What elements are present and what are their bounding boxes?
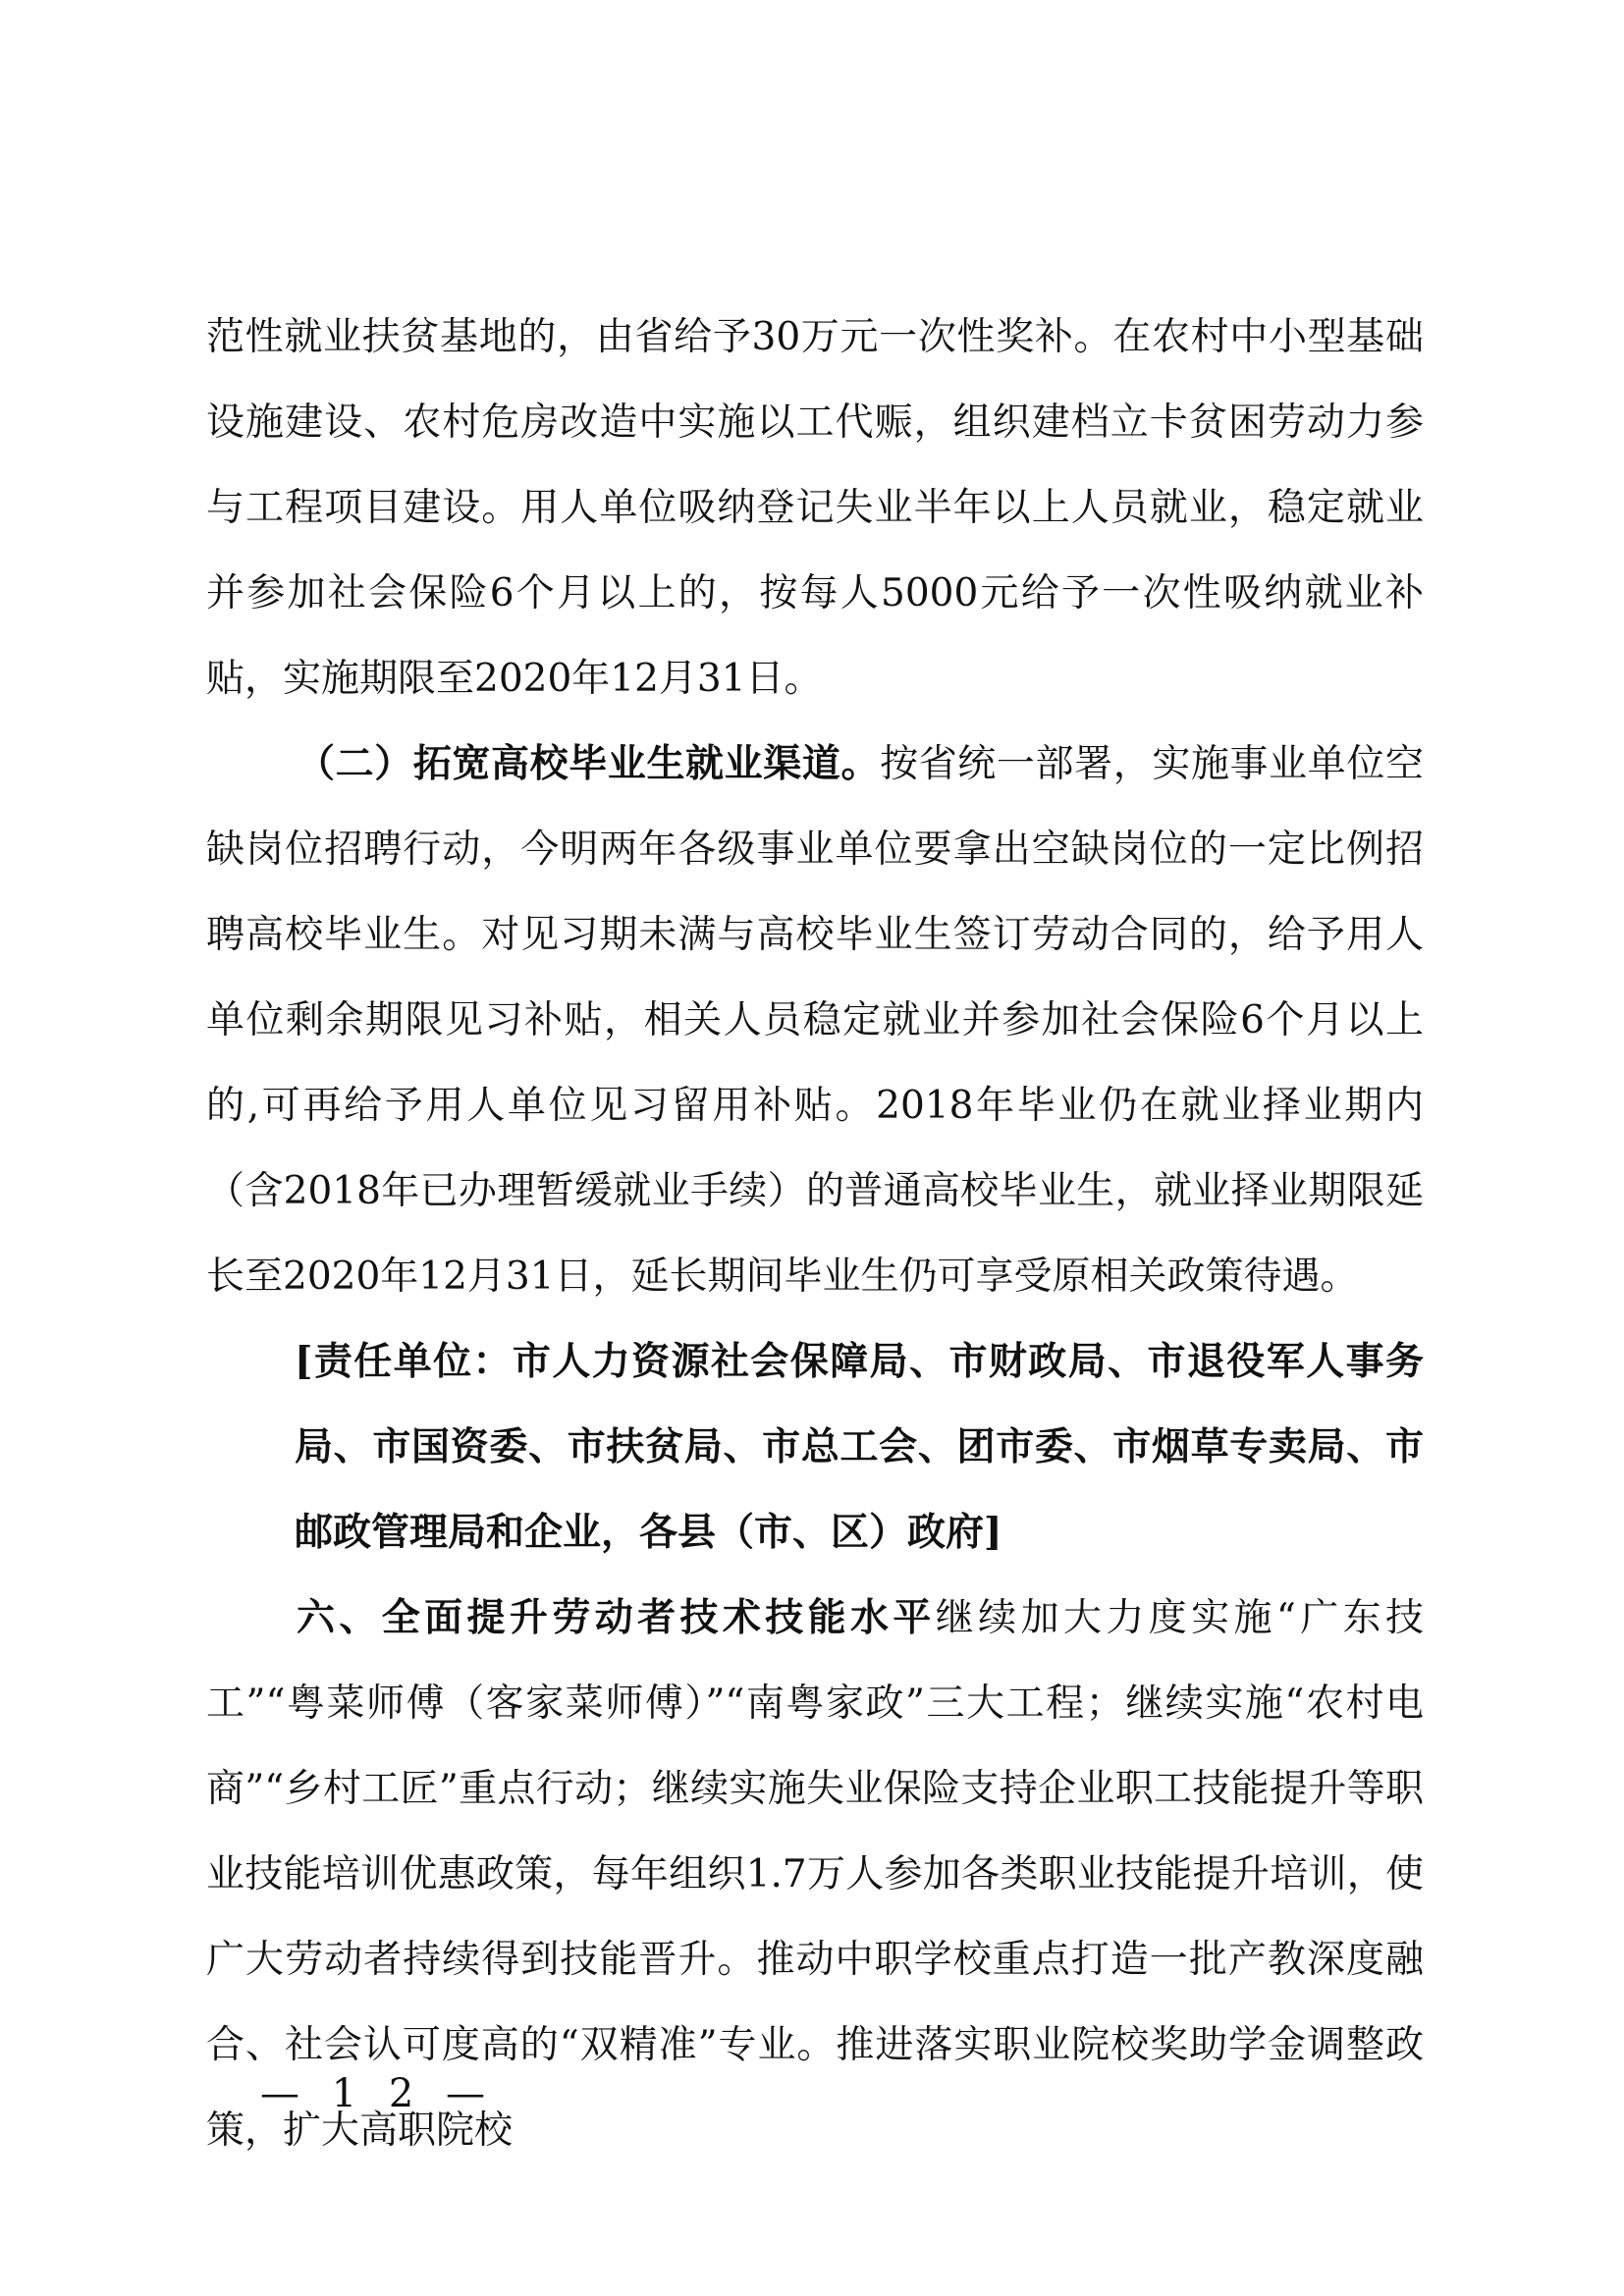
responsible-units <box>206 1319 1424 1575</box>
paragraph-text: 继续加大力度实施“广东技工”“粤菜师傅（客家菜师傅）”“南粤家政”三大工程；继续实施“农村电商”“乡村工匠”重点行动；继续实施失业保险支持企业职工技能提升等职业技能培训优惠政策，每年组织1.7万人参加各类职业技能提升培训，使广大劳动者持续得到技能晋升。推动中职学校重点打造一批产教深度融合、社会认可度高的“双精准”专业。推进落实职业院校奖助学金调整政策，扩大高职院校 <box>206 1596 1424 2153</box>
document-body <box>206 294 1424 2173</box>
paragraph-text: 范性就业扶贫基地的，由省给予30万元一次性奖补。在农村中小型基础设施建设、农村危房改造中实施以工代赈，组织建档立卡贫困劳动力参与工程项目建设。用人单位吸纳登记失业半年以上人员就业，稳定就业并参加社会保险6个月以上的，按每人5000元给予一次性吸纳就业补贴，实施期限至2020年12月31日。 <box>206 315 1424 701</box>
paragraph-text: 按省统一部署，实施事业单位空缺岗位招聘行动，今明两年各级事业单位要拿出空缺岗位的一定比例招聘高校毕业生。对见习期未满与高校毕业生签订劳动合同的，给予用人单位剩余期限见习补贴，相关人员稳定就业并参加社会保险6个月以上的,可再给予用人单位见习留用补贴。2018年毕业仍在就业择业期内（含2018年已办理暂缓就业手续）的普通高校毕业生，就业择业期限延长至2020年12月31日，延长期间毕业生仍可享受原相关政策待遇。 <box>206 742 1424 1299</box>
responsible-units-text: [责任单位：市人力资源社会保障局、市财政局、市退役军人事务局、市国资委、市扶贫局、市总工会、团市委、市烟草专卖局、市邮政管理局和企业，各县（市、区）政府] <box>295 1339 1424 1555</box>
section-heading: （二）拓宽高校毕业生就业渠道。 <box>297 741 881 786</box>
paragraph-continuation <box>206 294 1424 721</box>
page-number: — 1 2 — <box>260 2071 496 2116</box>
paragraph-graduate-employment <box>206 721 1424 1319</box>
chapter-heading: 六、全面提升劳动者技术技能水平 <box>297 1596 936 1640</box>
